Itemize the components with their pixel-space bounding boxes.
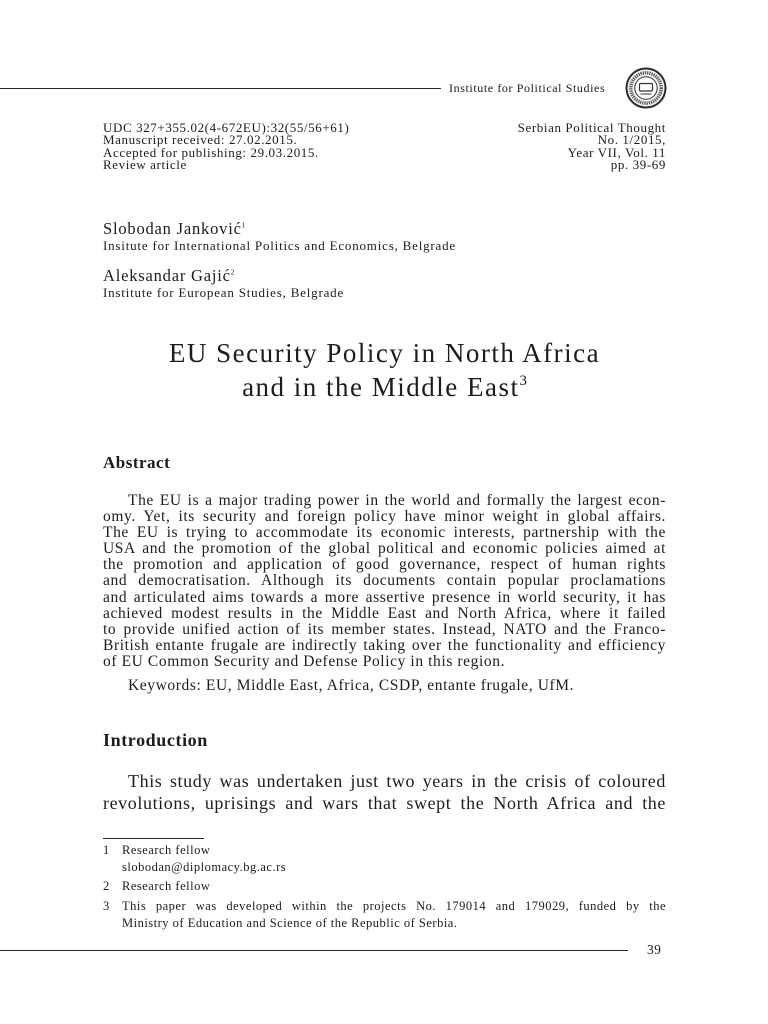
footnote-text: [122, 878, 666, 895]
author-name-text: Aleksandar Gajić: [103, 266, 231, 285]
footnote-marker: 2: [230, 267, 235, 277]
footnote-line: This paper was developed within the projects No. 179014 and 179029, funded by the: [122, 899, 666, 913]
journal-metadata-right: [396, 122, 666, 171]
title-line-text: and in the Middle East: [242, 372, 520, 402]
institute-seal-icon: [625, 67, 667, 109]
introduction-heading: Introduction: [103, 730, 208, 750]
footnote-line: Research fellow: [122, 879, 211, 893]
article-type: Review article: [103, 157, 187, 173]
header-rule: [0, 88, 441, 89]
footnote-marker: 3: [519, 372, 527, 389]
abstract-line: USA and the promotion of the global political and economic policies aimed at: [103, 540, 666, 558]
abstract-line: and democratisation. Although its documents contain popular proclamations: [103, 572, 666, 590]
accepted-date: Accepted for publishing: 29.03.2015.: [103, 144, 319, 160]
author-name: [103, 267, 235, 285]
abstract-line: and articulated aims towards a more assertive presence in world security, it has: [103, 588, 666, 606]
author-affiliation: Institute for European Studies, Belgrade: [103, 285, 345, 300]
journal-name: Serbian Political Thought: [517, 120, 666, 135]
abstract-line: The EU is a major trading power in the world and formally the largest econ-: [128, 492, 666, 509]
journal-issue: No. 1/2015,: [597, 132, 666, 148]
footnote-email: slobodan@diplomacy.bg.ac.rs: [122, 859, 287, 874]
footnote-number: 2: [103, 879, 110, 893]
abstract-line: omy. Yet, its security and foreign policy have minor weight in global affairs.: [103, 508, 666, 526]
journal-volume: Year VII, Vol. 11: [567, 144, 666, 160]
abstract-line: The EU is trying to accommodate its economic interests, partnership with the: [103, 524, 666, 542]
footnote-number: 3: [103, 899, 110, 913]
author-affiliation: Insitute for International Politics and Economics, Belgrade: [103, 238, 456, 253]
author-name: [103, 220, 245, 238]
abstract-line: to provide unified action of its member states. Instead, NATO and the Franco-: [103, 620, 666, 638]
body-line: This study was undertaken just two years in the crisis of coloured: [128, 771, 666, 791]
title-line: EU Security Policy in North Africa: [168, 338, 601, 368]
keywords: Keywords: EU, Middle East, Africa, CSDP, entante frugale, UfM.: [128, 677, 575, 694]
footnote-number: 1: [103, 843, 110, 857]
body-line: revolutions, uprisings and wars that swept the North Africa and the: [103, 793, 666, 813]
abstract-line: achieved modest results in the Middle East and North Africa, where it failed: [103, 604, 666, 622]
article-title: [103, 336, 666, 404]
footer-rule: [0, 950, 628, 951]
manuscript-received: Manuscript received: 27.02.2015.: [103, 132, 298, 148]
footnote-marker: 1: [241, 220, 246, 230]
title-line: [103, 370, 666, 404]
article-metadata-left: [103, 122, 349, 171]
abstract-text: [103, 493, 666, 670]
footnote-separator: [103, 838, 204, 839]
udc-code: UDC 327+355.02(4-672EU):32(55/56+61): [103, 120, 350, 135]
footnote-line: Ministry of Education and Science of the Republic of Serbia.: [122, 915, 458, 930]
journal-pages: pp. 39-69: [610, 157, 666, 173]
author-name-text: Slobodan Janković: [103, 219, 242, 238]
introduction-text: [103, 770, 666, 814]
abstract-line: of EU Common Security and Defense Policy in this region.: [103, 652, 506, 670]
footnote-text: [122, 898, 666, 931]
abstract-line: the promotion and application of good governance, respect of human rights: [103, 556, 666, 574]
running-header-institute: Institute for Political Studies: [449, 81, 606, 95]
abstract-heading: Abstract: [103, 453, 171, 472]
page-number: 39: [647, 942, 662, 957]
abstract-line: British entante frugale are indirectly taking over the functionality and efficiency: [103, 636, 666, 654]
footnote-text: [122, 842, 666, 875]
footnote-line: Research fellow: [122, 843, 211, 857]
